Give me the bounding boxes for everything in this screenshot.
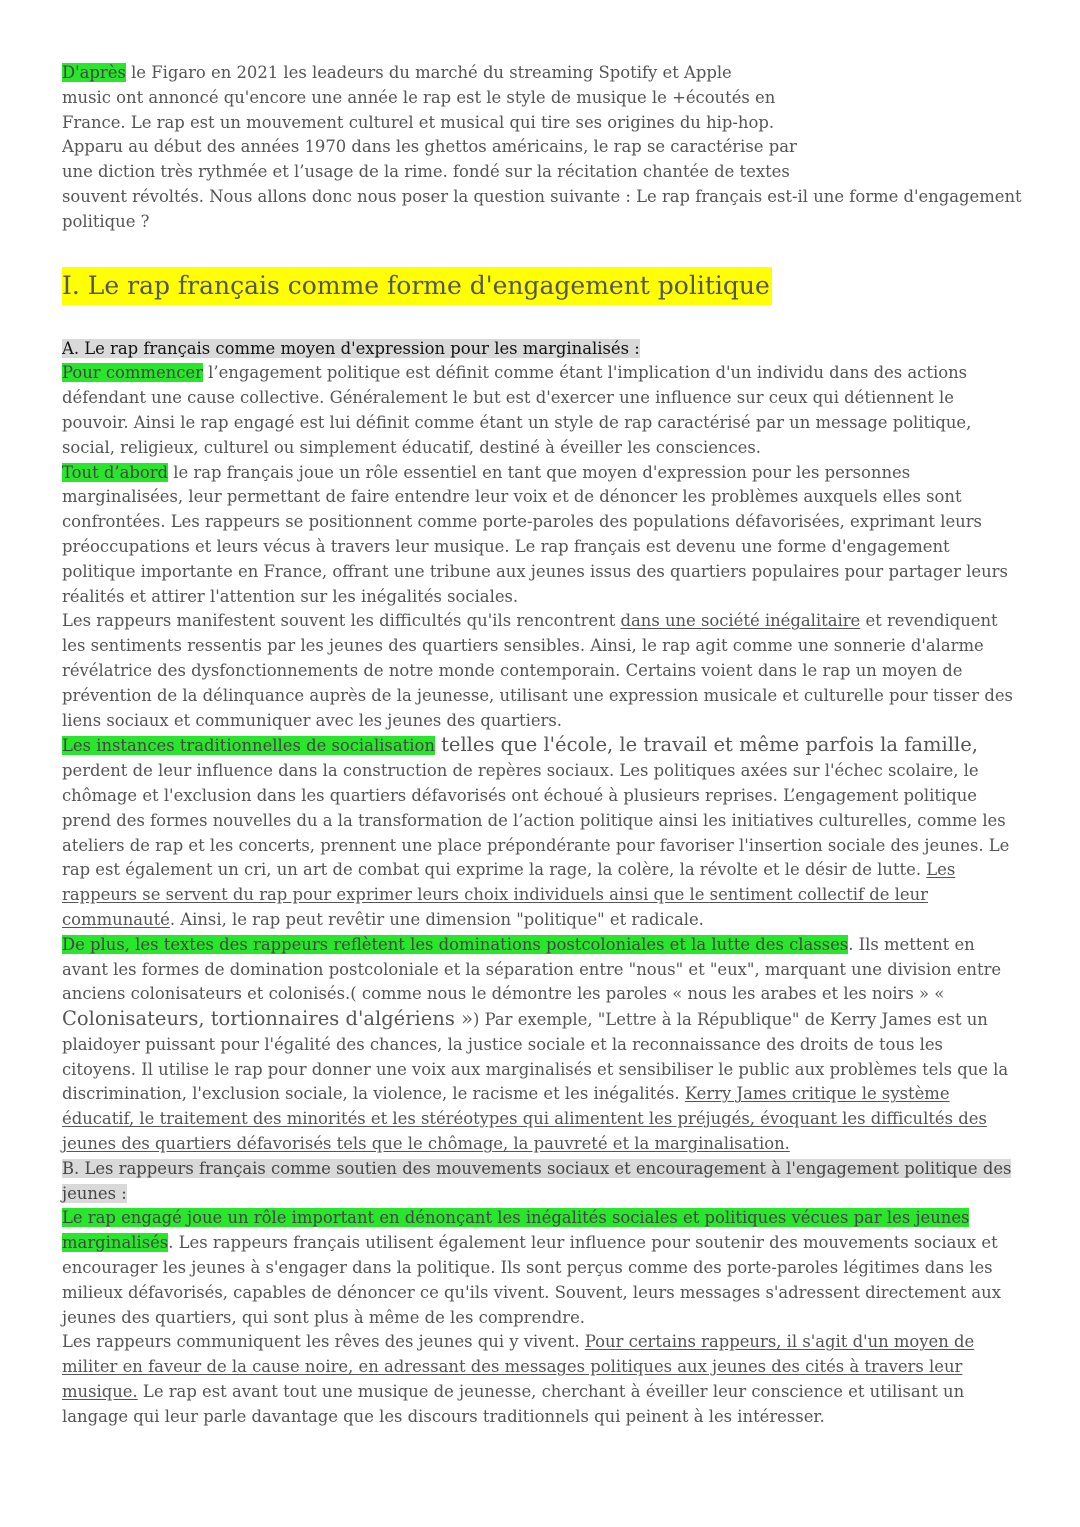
subsection-b-paragraph-1 (62, 1206, 1022, 1330)
subsection-a-paragraph-5 (62, 933, 1022, 1157)
subsection-b-heading-line (62, 1157, 1022, 1207)
subsection-a-paragraph-2 (62, 461, 1022, 610)
b-p1-lead-highlight: Le rap engagé joue un rôle important en dénonçant les inégalités sociales et politiques vécues par les jeunes marginalisés (62, 1208, 970, 1253)
intro-paragraph (62, 61, 1022, 235)
subsection-a-paragraph-4 (62, 733, 1022, 932)
p4-text-end: . Ainsi, le rap peut revêtir une dimension "politique" et radicale. (169, 909, 704, 929)
subsection-a-heading: A. Le rap français comme moyen d'expression pour les marginalisés : (62, 338, 640, 358)
intro-line-3: France. Le rap est un mouvement culturel et musical qui tire ses origines du hip-hop. (62, 112, 775, 132)
b-p2-underlined-phrase: Pour certains rappeurs, il s'agit d'un moyen de militer en faveur de la cause noire, en adressant des messages politiques aux jeunes des cités à travers leur musique. (62, 1332, 975, 1402)
p5-large-quote: Colonisateurs, tortionnaires d'algériens » (62, 1007, 474, 1031)
p4-underlined-phrase: Les rappeurs se servent du rap pour exprimer leurs choix individuels ainsi que le sentiment collectif de leur communauté (62, 860, 956, 929)
p1-lead-highlight: Pour commencer (62, 363, 203, 383)
subsection-a-heading-line (62, 337, 1022, 362)
p4-large-text: telles que l'école, le travail et même parfois la famille, (434, 733, 978, 757)
subsection-a-paragraph-3 (62, 609, 1022, 733)
p5-underlined-phrase: Kerry James critique le système éducatif, le traitement des minorités et les stéréotypes qui alimentent les préjugés, évoquant les difficultés des jeunes des quartiers défavorisés tels que le chômage, la pauvreté et la marginalisation. (62, 1084, 987, 1154)
p3-underlined-phrase: dans une société inégalitaire (620, 611, 861, 631)
p1-text: l’engagement politique est définit comme étant l'implication d'un individu dans des actions défendant une cause collective. Généralement le but est d'exercer une influence sur ceux qui détiennent le pouvoir. Ainsi le rap engagé est lui définit comme étant un style de rap caractérisé par un message politique, social, religieux, culturel ou simplement éducatif, destiné à éveiller les consciences. (62, 363, 972, 457)
b-p2-text-after: Le rap est avant tout une musique de jeunesse, cherchant à éveiller leur conscience et utilisant un langage qui leur parle davantage que les discours traditionnels qui peinent à les intéresser. (62, 1382, 965, 1426)
p5-text-2: ) Par exemple, "Lettre à la République" de Kerry James est un plaidoyer puissant pour l'égalité des chances, la justice sociale et la reconnaissance des droits de tous les citoyens. Il utilise le rap pour donner une voix aux marginalisés et sensibiliser le public aux problèmes tels que la discrimination, l'exclusion sociale, la violence, le racisme et les inégalités. (62, 1010, 1009, 1104)
subsection-a-paragraph-1 (62, 361, 1022, 460)
document-page (62, 61, 1022, 1430)
intro-line-2: music ont annoncé qu'encore une année le rap est le style de musique le +écoutés en (62, 87, 776, 107)
intro-line-6: souvent révoltés. Nous allons donc nous poser la question suivante : Le rap français est-il une forme d'engagement politique ? (62, 186, 1022, 231)
intro-line-4: Apparu au début des années 1970 dans les ghettos américains, le rap se caractérise par (62, 137, 797, 157)
p3-text-after: et revendiquent les sentiments ressentis par les jeunes des quartiers sensibles. Ainsi, le rap agit comme une sonnerie d'alarme révélatrice des dysfonctionnements de notre monde contemporain. Certains voient dans le rap un moyen de prévention de la délinquance auprès de la jeunesse, utilisant une expression musicale et culturelle pour tisser des liens sociaux et communiquer avec les jeunes des quartiers. (62, 611, 1013, 730)
p4-text: perdent de leur influence dans la construction de repères sociaux. Les politiques axées sur l'échec scolaire, le chômage et l'exclusion dans les quartiers défavorisés ont échoué à plusieurs reprises. L’engagement politique prend des formes nouvelles du a la transformation de l’action politique ainsi les initiatives culturelles, comme les ateliers de rap et les concerts, prennent une place prépondérante pour favoriser l'insertion sociale des jeunes. Le rap est également un cri, un art de combat qui exprime la rage, la colère, la révolte et le désir de lutte. (62, 761, 1010, 880)
section-title: I. Le rap français comme forme d'engagement politique (62, 267, 772, 305)
subsection-b-paragraph-2 (62, 1330, 1022, 1429)
subsection-b-heading: B. Les rappeurs français comme soutien des mouvements sociaux et encouragement à l'engagement politique des jeunes : (62, 1158, 1012, 1203)
intro-line-5: une diction très rythmée et l’usage de la rime. fondé sur la récitation chantée de textes (62, 162, 790, 182)
b-p2-text-before: Les rappeurs communiquent les rêves des jeunes qui y vivent. (62, 1332, 585, 1352)
p5-text: . Ils mettent en avant les formes de domination postcoloniale et la séparation entre "nous" et "eux", marquant une division entre anciens colonisateurs et colonisés.( comme nous le démontre les paroles « nous les arabes et les noirs » « (62, 934, 1002, 1004)
b-p1-text: . Les rappeurs français utilisent également leur influence pour soutenir des mouvements sociaux et encourager les jeunes à s'engager dans la politique. Ils sont perçus comme des porte-paroles légitimes dans les milieux défavorisés, capables de dénoncer ce qu'ils vivent. Souvent, leurs messages s'adressent directement aux jeunes des quartiers, qui sont plus à même de les comprendre. (62, 1233, 1001, 1327)
intro-line-1: le Figaro en 2021 les leadeurs du marché du streaming Spotify et Apple (125, 63, 732, 82)
p3-text-before: Les rappeurs manifestent souvent les difficultés qu'ils rencontrent (62, 611, 621, 631)
p4-lead-highlight: Les instances traditionnelles de socialisation (62, 736, 435, 756)
p2-text: le rap français joue un rôle essentiel en tant que moyen d'expression pour les personnes marginalisées, leur permettant de faire entendre leur voix et de dénoncer les problèmes auxquels elles sont confrontées. Les rappeurs se positionnent comme porte-paroles des populations défavorisées, exprimant leurs préoccupations et leurs vécus à travers leur musique. Le rap français est devenu une forme d'engagement politique importante en France, offrant une tribune aux jeunes issus des quartiers populaires pour partager leurs réalités et attirer l'attention sur les inégalités sociales. (62, 462, 1008, 606)
intro-lead-highlight: D'après (62, 63, 126, 82)
p2-lead-highlight: Tout d’abord (62, 462, 169, 482)
p5-lead-highlight: De plus, les textes des rappeurs reflètent les dominations postcoloniales et la lutte des classes (62, 934, 849, 954)
